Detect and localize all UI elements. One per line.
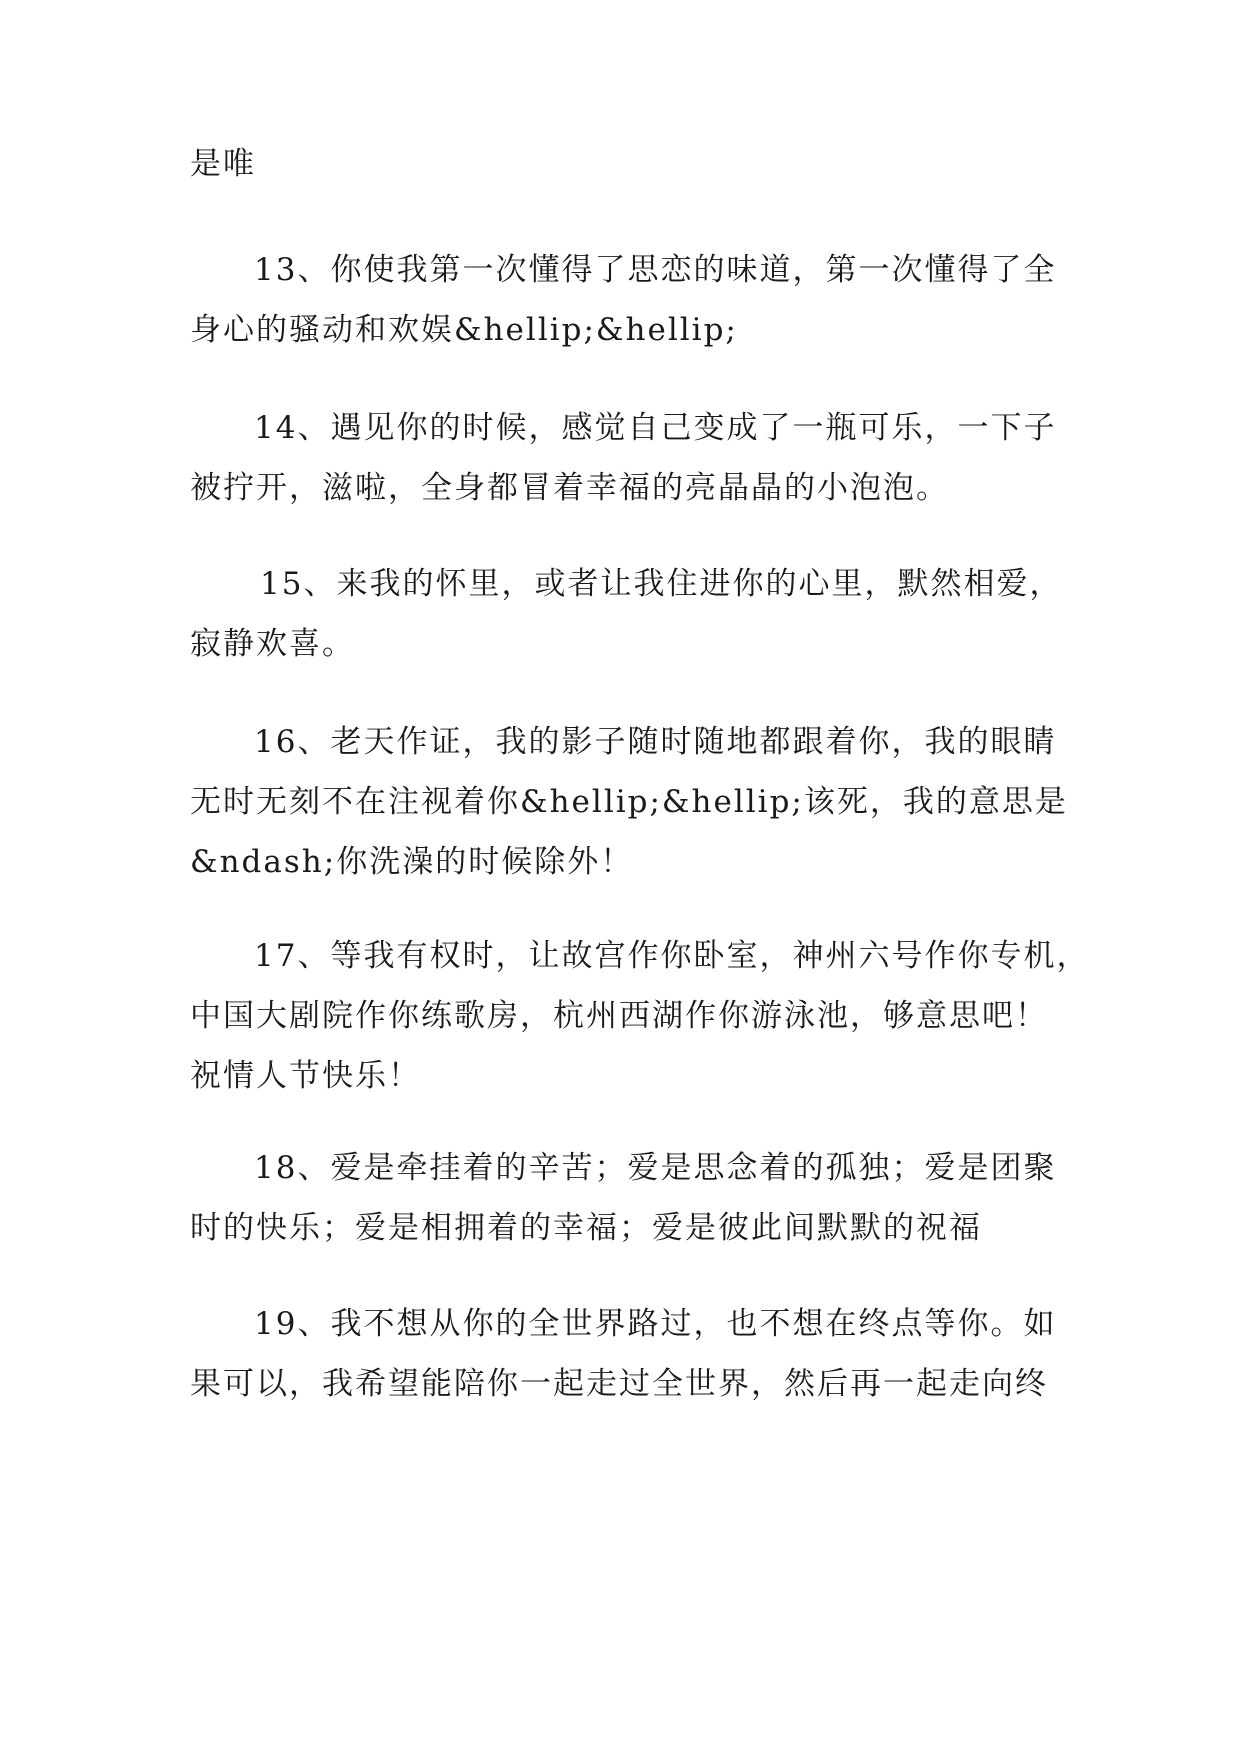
- text-line: 寂静欢喜。: [190, 626, 355, 662]
- paragraph-item-16: [190, 712, 1090, 892]
- paragraph-tail-12: [190, 134, 1090, 194]
- text-line: 19、我不想从你的全世界路过，也不想在终点等你。如: [254, 1306, 1057, 1342]
- paragraph-item-19: [190, 1294, 1090, 1414]
- text-line: 时的快乐；爱是相拥着的幸福；爱是彼此间默默的祝福: [190, 1210, 982, 1246]
- text-line: 15、来我的怀里，或者让我住进你的心里，默然相爱，: [260, 566, 1063, 602]
- text-line: &ndash;你洗澡的时候除外！: [190, 844, 634, 880]
- text-line: 祝情人节快乐！: [190, 1058, 421, 1094]
- paragraph-item-17: [190, 926, 1090, 1106]
- text-line: 18、爱是牵挂着的辛苦；爱是思念着的孤独；爱是团聚: [254, 1150, 1057, 1186]
- text-line: 13、你使我第一次懂得了思恋的味道，第一次懂得了全: [254, 252, 1057, 288]
- text-line: 16、老天作证，我的影子随时随地都跟着你，我的眼睛: [254, 724, 1057, 760]
- text-line: 是唯: [190, 146, 256, 182]
- text-line: 17、等我有权时，让故宫作你卧室，神州六号作你专机，: [254, 938, 1090, 974]
- text-line: 身心的骚动和欢娱&hellip;&hellip;: [190, 312, 738, 348]
- paragraph-item-18: [190, 1138, 1090, 1258]
- paragraph-item-15: [190, 554, 1090, 674]
- text-line: 14、遇见你的时候，感觉自己变成了一瓶可乐，一下子: [254, 410, 1057, 446]
- paragraph-item-13: [190, 240, 1090, 360]
- text-line: 果可以，我希望能陪你一起走过全世界，然后再一起走向终: [190, 1366, 1048, 1402]
- text-line: 被拧开，滋啦，全身都冒着幸福的亮晶晶的小泡泡。: [190, 470, 949, 506]
- text-line: 中国大剧院作你练歌房，杭州西湖作你游泳池，够意思吧！: [190, 998, 1048, 1034]
- paragraph-item-14: [190, 398, 1090, 518]
- text-line: 无时无刻不在注视着你&hellip;&hellip;该死，我的意思是: [190, 784, 1068, 820]
